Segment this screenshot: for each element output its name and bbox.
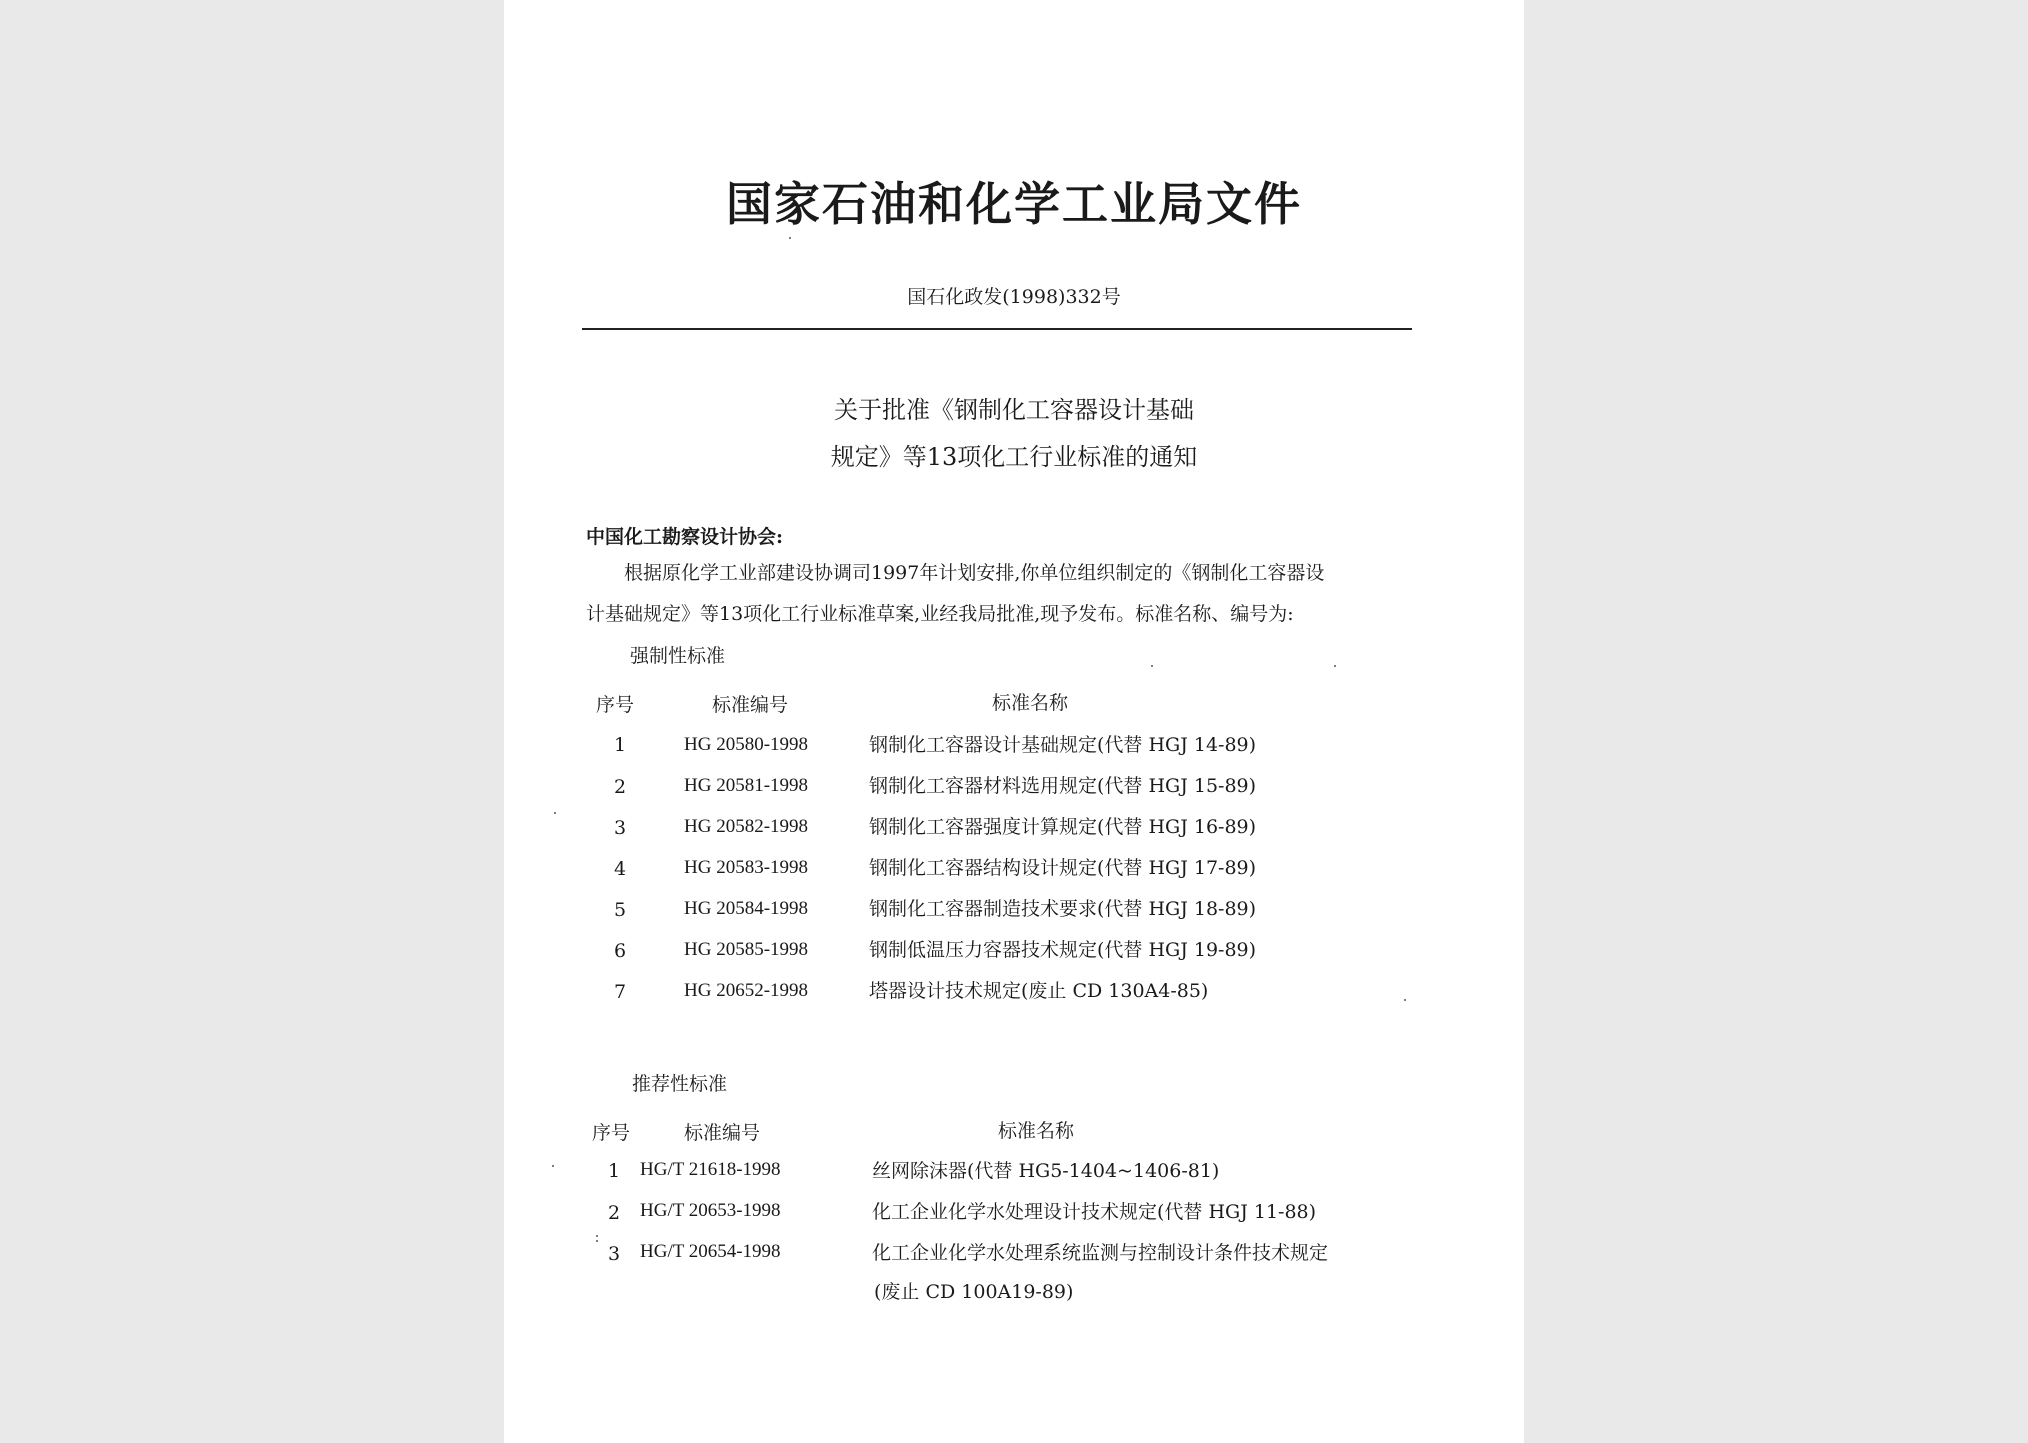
recommended-row-3-name: 化工企业化学水处理系统监测与控制设计条件技术规定 <box>872 1242 1329 1264</box>
scan-speck <box>596 1240 598 1242</box>
mandatory-row-6-name: 钢制低温压力容器技术规定(代替 HGJ 19-89) <box>869 939 1257 961</box>
mandatory-row-5-name: 钢制化工容器制造技术要求(代替 HGJ 18-89) <box>869 898 1257 920</box>
mandatory-row-3-no: 3 <box>614 817 627 839</box>
mandatory-row-6-no: 6 <box>614 940 627 962</box>
recommended-header-code: 标准编号 <box>684 1122 761 1144</box>
mandatory-standards-label: 强制性标准 <box>630 645 726 667</box>
recommended-row-2-name: 化工企业化学水处理设计技术规定(代替 HGJ 11-88) <box>872 1201 1317 1223</box>
mandatory-row-5-code: HG 20584-1998 <box>684 898 809 919</box>
document-number: 国石化政发(1998)332号 <box>907 286 1121 308</box>
scan-speck <box>789 237 791 239</box>
recommended-row-1-name: 丝网除沫器(代替 HG5-1404~1406-81) <box>872 1160 1220 1182</box>
mandatory-row-7-code: HG 20652-1998 <box>684 980 809 1001</box>
mandatory-row-4-code: HG 20583-1998 <box>684 857 809 878</box>
recommended-row-1-code: HG/T 21618-1998 <box>640 1159 781 1180</box>
body-text-line-1: 根据原化学工业部建设协调司1997年计划安排,你单位组织制定的《钢制化工容器设 <box>624 562 1325 584</box>
mandatory-row-2-no: 2 <box>614 776 627 798</box>
scan-speck <box>596 1235 598 1237</box>
recommended-row-3-name-continued: (废止 CD 100A19-89) <box>874 1281 1074 1303</box>
mandatory-row-2-code: HG 20581-1998 <box>684 775 809 796</box>
scan-speck <box>1151 665 1153 667</box>
recommended-header-no: 序号 <box>592 1122 631 1144</box>
scan-speck <box>1334 665 1336 667</box>
body-text-line-2: 计基础规定》等13项化工行业标准草案,业经我局批准,现予发布。标准名称、编号为: <box>586 603 1294 625</box>
recommended-header-name: 标准名称 <box>998 1120 1075 1142</box>
mandatory-row-3-code: HG 20582-1998 <box>684 816 809 837</box>
scan-speck <box>552 1165 554 1167</box>
header-divider <box>582 328 1412 330</box>
mandatory-header-no: 序号 <box>596 694 635 716</box>
mandatory-row-7-no: 7 <box>614 981 627 1003</box>
mandatory-row-4-no: 4 <box>614 858 627 880</box>
document-title: 国家石油和化学工业局文件 <box>726 177 1302 231</box>
mandatory-row-6-code: HG 20585-1998 <box>684 939 809 960</box>
recommended-row-2-no: 2 <box>608 1202 621 1224</box>
recommended-row-2-code: HG/T 20653-1998 <box>640 1200 781 1221</box>
mandatory-row-1-code: HG 20580-1998 <box>684 734 809 755</box>
scan-speck <box>1404 999 1406 1001</box>
mandatory-header-name: 标准名称 <box>992 692 1069 714</box>
addressee: 中国化工勘察设计协会: <box>586 526 784 548</box>
recommended-row-3-code: HG/T 20654-1998 <box>640 1241 781 1262</box>
scan-speck <box>554 812 556 814</box>
subject-line-1: 关于批准《钢制化工容器设计基础 <box>834 396 1194 424</box>
recommended-standards-label: 推荐性标准 <box>632 1073 728 1095</box>
subject-line-2: 规定》等13项化工行业标准的通知 <box>830 443 1198 471</box>
mandatory-row-1-no: 1 <box>614 734 627 756</box>
recommended-row-1-no: 1 <box>608 1160 621 1182</box>
document-page <box>504 0 1524 1443</box>
mandatory-row-4-name: 钢制化工容器结构设计规定(代替 HGJ 17-89) <box>869 857 1257 879</box>
mandatory-header-code: 标准编号 <box>712 694 789 716</box>
mandatory-row-5-no: 5 <box>614 899 627 921</box>
mandatory-row-3-name: 钢制化工容器强度计算规定(代替 HGJ 16-89) <box>869 816 1257 838</box>
mandatory-row-7-name: 塔器设计技术规定(废止 CD 130A4-85) <box>869 980 1209 1002</box>
recommended-row-3-no: 3 <box>608 1243 621 1265</box>
mandatory-row-1-name: 钢制化工容器设计基础规定(代替 HGJ 14-89) <box>869 734 1257 756</box>
mandatory-row-2-name: 钢制化工容器材料选用规定(代替 HGJ 15-89) <box>869 775 1257 797</box>
